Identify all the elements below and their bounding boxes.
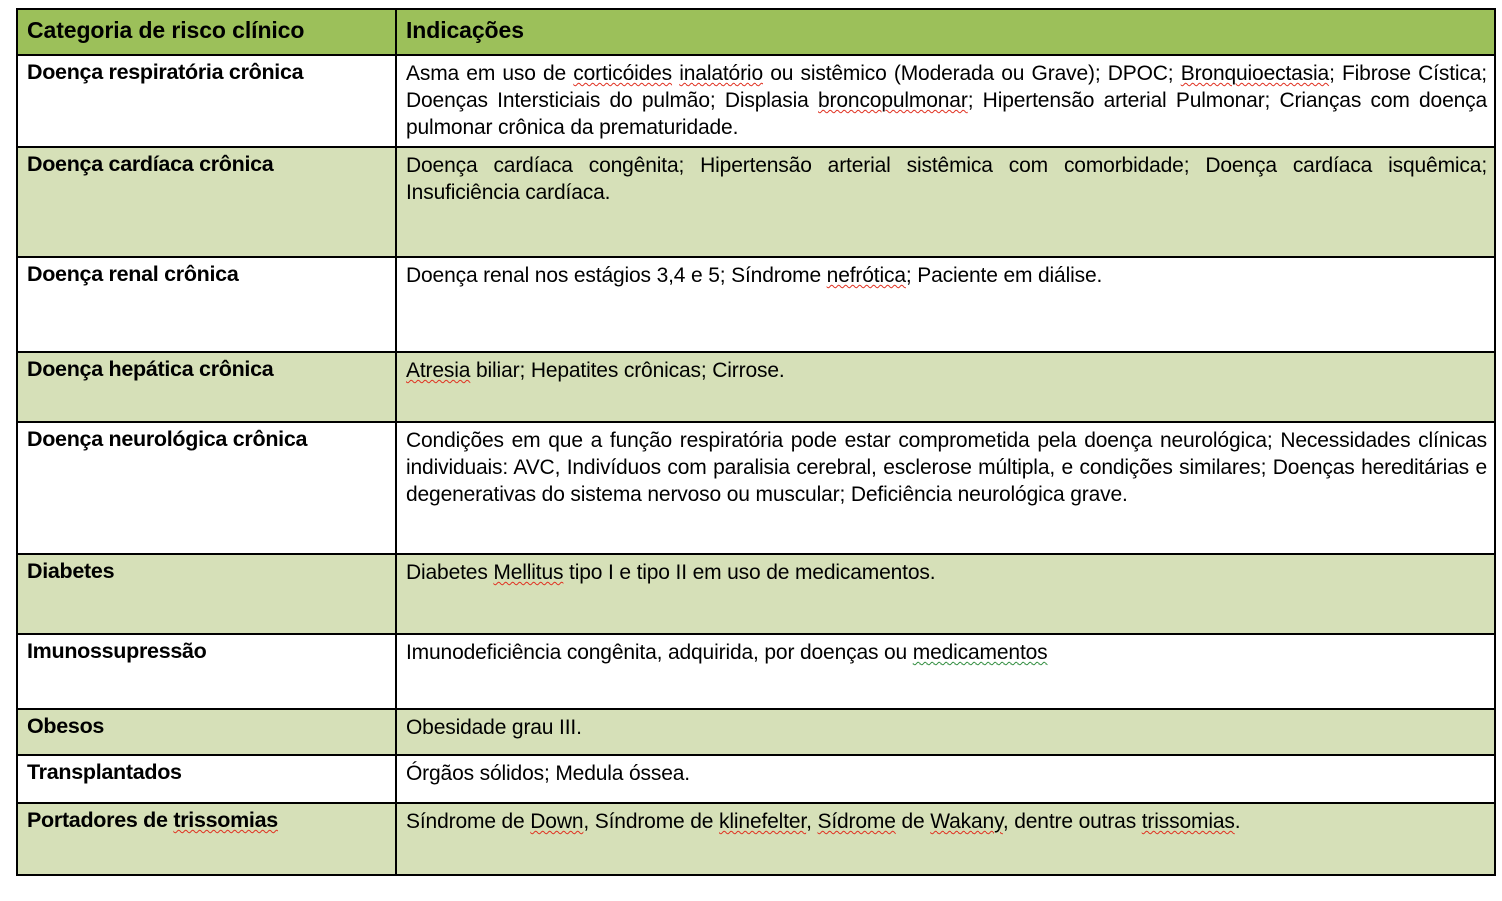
header-cell-category: Categoria de risco clínico	[17, 9, 396, 55]
table-row	[17, 55, 1495, 147]
table-row	[17, 352, 1495, 422]
row-category-obesos: Obesos	[17, 709, 396, 755]
clinical-risk-table	[16, 8, 1496, 876]
table-header-row	[17, 9, 1495, 55]
row-category-renal: Doença renal crônica	[17, 257, 396, 352]
row-category-respiratoria: Doença respiratória crônica	[17, 55, 396, 147]
row-category-neurologica: Doença neurológica crônica	[17, 422, 396, 554]
row-category-cardiaca: Doença cardíaca crônica	[17, 147, 396, 257]
row-category-hepatica: Doença hepática crônica	[17, 352, 396, 422]
row-indications-obesos: Obesidade grau III.	[396, 709, 1495, 755]
row-indications-hepatica: Atresia biliar; Hepatites crônicas; Cirrose.	[396, 352, 1495, 422]
table-row	[17, 257, 1495, 352]
row-category-diabetes: Diabetes	[17, 554, 396, 634]
row-indications-imunossupressao: Imunodeficiência congênita, adquirida, por doenças ou medicamentos	[396, 634, 1495, 709]
table-row	[17, 634, 1495, 709]
row-indications-renal: Doença renal nos estágios 3,4 e 5; Síndrome nefrótica; Paciente em diálise.	[396, 257, 1495, 352]
table-row	[17, 709, 1495, 755]
table-row	[17, 803, 1495, 875]
row-category-transplantados: Transplantados	[17, 755, 396, 803]
row-indications-transplantados: Órgãos sólidos; Medula óssea.	[396, 755, 1495, 803]
table-row	[17, 422, 1495, 554]
table-row	[17, 755, 1495, 803]
table-row	[17, 147, 1495, 257]
row-indications-diabetes: Diabetes Mellitus tipo I e tipo II em uso de medicamentos.	[396, 554, 1495, 634]
header-cell-indications: Indicações	[396, 9, 1495, 55]
row-category-trissomias: Portadores de trissomias	[17, 803, 396, 875]
row-indications-neurologica: Condições em que a função respiratória pode estar comprometida pela doença neurológica; Necessidades clínicas individuais: AVC, Indivíduos com paralisia cerebral, esclerose múltipla, e condições similares; Doenças hereditárias e degenerativas do sistema nervoso ou muscular; Deficiência neurológica grave.	[396, 422, 1495, 554]
row-indications-respiratoria: Asma em uso de corticóides inalatório ou sistêmico (Moderada ou Grave); DPOC; Bronquioectasia; Fibrose Cística; Doenças Intersticiais do pulmão; Displasia broncopulmonar; Hipertensão arterial Pulmonar; Crianças com doença pulmonar crônica da prematuridade.	[396, 55, 1495, 147]
row-indications-trissomias: Síndrome de Down, Síndrome de klinefelter, Sídrome de Wakany, dentre outras trissomias.	[396, 803, 1495, 875]
table-row	[17, 554, 1495, 634]
row-category-imunossupressao: Imunossupressão	[17, 634, 396, 709]
row-indications-cardiaca: Doença cardíaca congênita; Hipertensão arterial sistêmica com comorbidade; Doença cardíaca isquêmica; Insuficiência cardíaca.	[396, 147, 1495, 257]
